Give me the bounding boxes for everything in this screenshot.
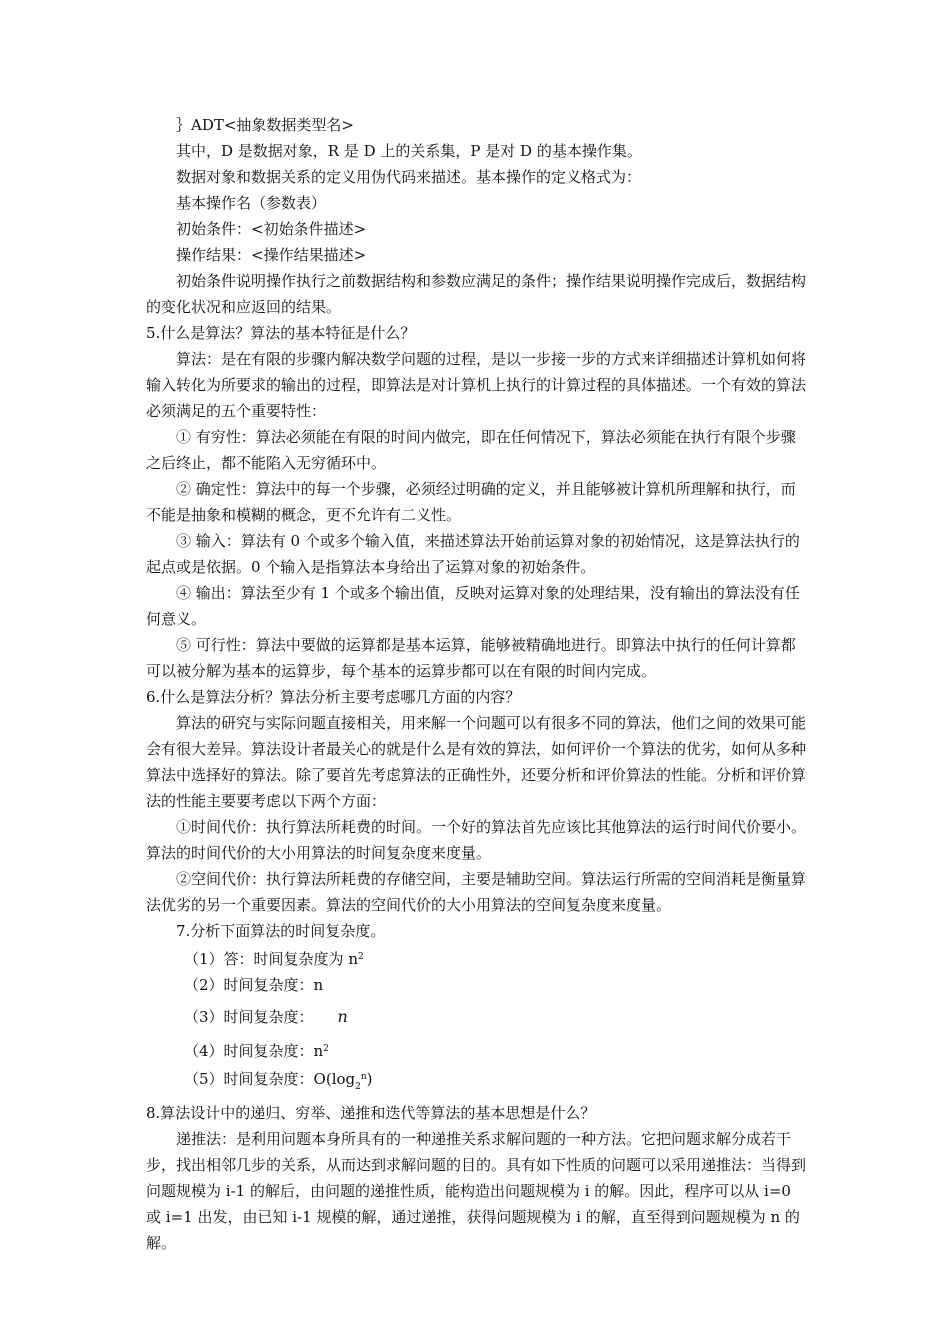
answer-7-3: （3）时间复杂度： n — [184, 1007, 348, 1026]
adt-precondition: 初始条件：<初始条件描述> — [176, 220, 367, 238]
answer-5-item-output: ④ 输出：算法至少有 1 个或多个输出值，反映对运算对象的处理结果，没有输出的算法没有任何意义。 — [146, 584, 800, 628]
answer-6-time-cost: ①时间代价：执行算法所耗费的时间。一个好的算法首先应该比其他算法的运行时间代价要小。算法的时间代价的大小用算法的时间复杂度来度量。 — [146, 818, 807, 862]
adt-op-name: 基本操作名（参数表） — [176, 194, 327, 212]
document-body — [146, 112, 806, 1256]
adt-end-line: ｝ADT<抽象数据类型名> — [176, 116, 355, 134]
adt-def-intro: 数据对象和数据关系的定义用伪代码来描述。基本操作的定义格式为： — [176, 168, 642, 186]
answer-7-2: （2）时间复杂度：n — [184, 976, 324, 994]
adt-postcondition: 操作结果：<操作结果描述> — [176, 246, 367, 264]
answer-5-intro: 算法：是在有限的步骤内解决数学问题的过程，是以一步接一步的方式来详细描述计算机如何将输入转化为所要求的输出的过程，即算法是对计算机上执行的计算过程的具体描述。一个有效的算法必须满足的五个重要特性： — [146, 350, 807, 420]
adt-explanation: 初始条件说明操作执行之前数据结构和参数应满足的条件；操作结果说明操作完成后，数据结构的变化状况和应返回的结果。 — [146, 272, 807, 316]
answer-7-4: （4）时间复杂度：$n^2$ — [184, 1042, 329, 1060]
question-6: 6.什么是算法分析？算法分析主要考虑哪几方面的内容？ — [146, 688, 521, 706]
answer-5-item-input: ③ 输入：算法有 0 个或多个输入值，来描述算法开始前运算对象的初始情况，这是算法执行的起点或是依据。0 个输入是指算法本身给出了运算对象的初始条件。 — [146, 532, 800, 576]
question-7: 7.分析下面算法的时间复杂度。 — [176, 922, 386, 940]
adt-where: 其中，D 是数据对象，R 是 D 上的关系集，P 是对 D 的基本操作集。 — [176, 142, 642, 160]
answer-6-space-cost: ②空间代价：执行算法所耗费的存储空间，主要是辅助空间。算法运行所需的空间消耗是衡量算法优劣的另一个重要因素。算法的空间代价的大小用算法的空间复杂度来度量。 — [146, 870, 807, 914]
answer-8-recurrence: 递推法：是利用问题本身所具有的一种递推关系求解问题的一种方法。它把问题求解分成若干步，找出相邻几步的关系，从而达到求解问题的目的。具有如下性质的问题可以采用递推法：当得到问题规模为 i-1 的解后，由问题的递推性质，能构造出问题规模为 i 的解。因此，程序可以从 i=0 或 i=1 出发，由已知 i-1 规模的解，通过递推，获得问题规模为 i 的解，直至得到问题规模为 n 的解。 — [146, 1130, 807, 1252]
question-5: 5.什么是算法？算法的基本特征是什么？ — [146, 324, 416, 342]
answer-7-5: （5）时间复杂度：$O(\log_2^n)$ — [184, 1070, 373, 1092]
answer-5-item-definiteness: ② 确定性：算法中的每一个步骤，必须经过明确的定义，并且能够被计算机所理解和执行，而不能是抽象和模糊的概念，更不允许有二义性。 — [146, 480, 796, 524]
answer-7-1: （1）答：时间复杂度为 $n^2$ — [184, 950, 364, 968]
answer-5-item-finiteness: ① 有穷性：算法必须能在有限的时间内做完，即在任何情况下，算法必须能在执行有限个步骤之后终止，都不能陷入无穷循环中。 — [146, 428, 796, 472]
answer-5-item-feasibility: ⑤ 可行性：算法中要做的运算都是基本运算，能够被精确地进行。即算法中执行的任何计算都可以被分解为基本的运算步，每个基本的运算步都可以在有限的时间内完成。 — [146, 636, 796, 680]
answer-6-intro: 算法的研究与实际问题直接相关，用来解一个问题可以有很多不同的算法，他们之间的效果可能会有很大差异。算法设计者最关心的就是什么是有效的算法，如何评价一个算法的优劣，如何从多种算法中选择好的算法。除了要首先考虑算法的正确性外，还要分析和评价算法的性能。分析和评价算法的性能主要要考虑以下两个方面： — [146, 714, 807, 810]
question-8: 8.算法设计中的递归、穷举、递推和迭代等算法的基本思想是什么？ — [146, 1104, 596, 1122]
